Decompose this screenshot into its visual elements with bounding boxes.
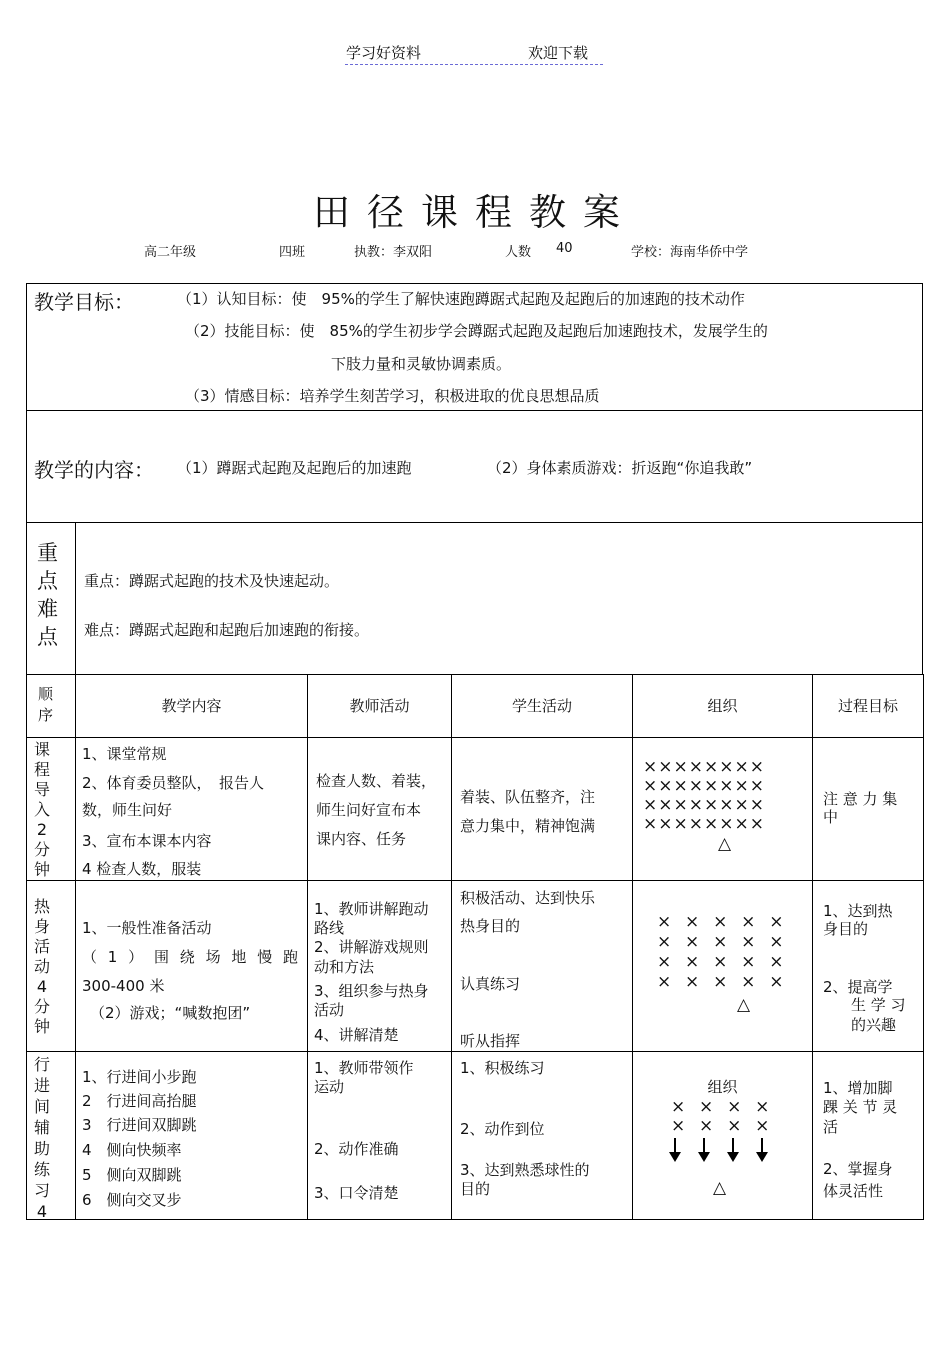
down-arrow-icon: [674, 1138, 676, 1154]
table-row: [27, 738, 924, 881]
lesson-table: [26, 674, 924, 1220]
header-right-text: 欢迎下载: [528, 44, 589, 62]
header-seq: 顺序: [27, 675, 76, 738]
row3-seq: 行进间辅助练习4: [27, 1052, 76, 1220]
header-org: 组织: [633, 675, 813, 738]
triangle-marker: △: [713, 1178, 727, 1198]
info-teacher: 执教：李双阳: [354, 245, 433, 260]
row3-teacher: 1、教师带领作 运动 2、动作准确 3、口令清楚: [308, 1052, 452, 1220]
info-count-label: 人数: [505, 245, 532, 260]
table-header-row: [27, 675, 924, 738]
header-goal: 过程目标: [813, 675, 924, 738]
row1-student: 着装、队伍整齐，注 意力集中，精神饱满: [452, 738, 633, 881]
triangle-marker: △: [737, 995, 751, 1015]
info-count: 40: [556, 241, 573, 256]
row2-goal: 1、达到热 身目的 2、提高学 生 学 习 的兴趣: [813, 881, 924, 1052]
objective-2a: （2）技能目标：使 85%的学生初步学会蹲踞式起跑及起跑后加速跑技术，发展学生的: [185, 322, 768, 340]
info-grade: 高二年级: [144, 245, 197, 260]
row3-student: 1、积极练习 2、动作到位 3、达到熟悉球性的 目的: [452, 1052, 633, 1220]
key-point: 重点：蹲踞式起跑的技术及快速起动。: [84, 572, 340, 590]
info-class: 四班: [279, 245, 306, 260]
triangle-marker: △: [718, 834, 732, 854]
row2-content: 1、一般性准备活动 （1）围绕场地慢跑 300-400 米 （2）游戏；“喊数抱团”: [76, 881, 308, 1052]
objective-2b: 下肢力量和灵敏协调素质。: [331, 355, 512, 373]
header-underline: [345, 64, 603, 65]
objectives-box: [26, 283, 923, 411]
page-title: 田径课程教案: [313, 191, 637, 234]
header-teacher: 教师活动: [308, 675, 452, 738]
content-item-1: （1）蹲踞式起跑及起跑后的加速跑: [177, 459, 412, 477]
down-arrow-icon: [732, 1138, 734, 1154]
row2-seq: 热身活动4分钟: [27, 881, 76, 1052]
objectives-label: 教学目标：: [34, 290, 134, 314]
keypoints-box: [26, 522, 923, 675]
down-arrow-icon: [761, 1138, 763, 1154]
keypoints-divider: [75, 523, 76, 674]
row3-org: 组织 × × × × × × × × △: [633, 1052, 813, 1220]
org-label: 组织: [707, 1078, 738, 1096]
row3-content: 1、行进间小步跑 2 行进间高抬腿 3 行进间双脚跳 4 侧向快频率 5 侧向双脚跳 6 侧向交叉步: [76, 1052, 308, 1220]
content-label: 教学的内容：: [34, 458, 154, 482]
row1-teacher: 检查人数、着装， 师生问好宣布本 课内容、任务: [308, 738, 452, 881]
keypoints-label: 重点难点: [37, 541, 58, 649]
row1-seq: 课程导入2分钟: [27, 738, 76, 881]
table-row: [27, 1052, 924, 1220]
header-content: 教学内容: [76, 675, 308, 738]
objective-1: （1）认知目标：使 95%的学生了解快速跑蹲踞式起跑及起跑后的加速跑的技术动作: [177, 290, 745, 308]
row1-goal: 注 意 力 集 中: [813, 738, 924, 881]
header-student: 学生活动: [452, 675, 633, 738]
content-item-2: （2）身体素质游戏：折返跑“你追我敢”: [487, 459, 753, 477]
row2-student: 积极活动、达到快乐 热身目的 认真练习 听从指挥: [452, 881, 633, 1052]
table-row: [27, 881, 924, 1052]
difficult-point: 难点：蹲踞式起跑和起跑后加速跑的衔接。: [84, 621, 370, 639]
header-left-text: 学习好资料: [346, 44, 422, 62]
row1-content: 1、课堂常规 2、体育委员整队， 报告人 数，师生问好 3、宣布本课本内容 4 检查人数，服装: [76, 738, 308, 881]
content-box: [26, 410, 923, 523]
row1-org: ×××××××× ×××××××× ×××××××× ×××××××× △: [633, 738, 813, 881]
objective-3: （3）情感目标：培养学生刻苦学习，积极进取的优良思想品质: [185, 387, 600, 405]
row2-teacher: 1、教师讲解跑动 路线 2、讲解游戏规则 动和方法 3、组织参与热身 活动 4、讲解清楚: [308, 881, 452, 1052]
row2-org: × × × × × × × × × × × × × × × × × × × × △: [633, 881, 813, 1052]
down-arrow-icon: [703, 1138, 705, 1154]
info-school: 学校：海南华侨中学: [631, 245, 749, 260]
row3-goal: 1、增加脚 踝 关 节 灵 活 2、掌握身 体灵活性: [813, 1052, 924, 1220]
